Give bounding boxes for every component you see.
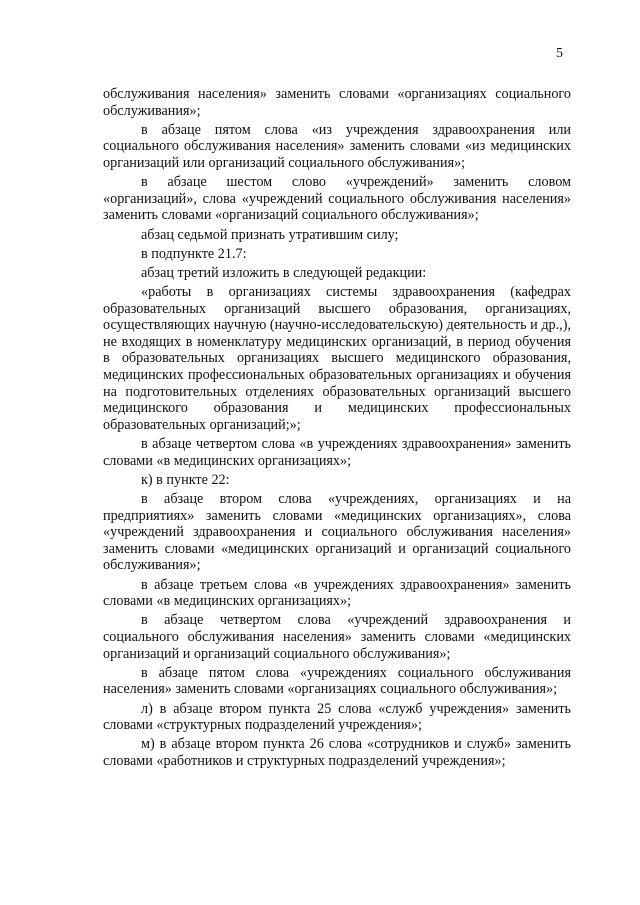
page-number: 5 <box>556 46 563 61</box>
paragraph: обслуживания населения» заменить словами «организациях социального обслуживания»; <box>103 86 571 119</box>
paragraph: в подпункте 21.7: <box>141 245 247 262</box>
paragraph: абзац седьмой признать утратившим силу; <box>141 226 399 243</box>
document-body <box>103 86 571 772</box>
paragraph: в абзаце четвертом слова «в учреждениях здравоохранения» заменить словами «в медицинских организациях»; <box>103 436 571 469</box>
paragraph: л) в абзаце втором пункта 25 слова «служб учреждения» заменить словами «структурных подразделений учреждения»; <box>103 700 571 734</box>
paragraph: в абзаце третьем слова «в учреждениях здравоохранения» заменить словами «в медицинских организациях»; <box>103 576 571 610</box>
paragraph: в абзаце четвертом слова «учреждений здравоохранения и социального обслуживания населения» заменить словами «медицинских организаций и организаций социального обслуживания»; <box>103 612 571 662</box>
paragraph: в абзаце пятом слова «из учреждения здравоохранения или социального обслуживания населения» заменить словами «из медицинских организаций или организаций социального обслуживания»; <box>103 121 571 171</box>
paragraph: м) в абзаце втором пункта 26 слова «сотрудников и служб» заменить словами «работников и структурных подразделений учреждения»; <box>103 736 571 769</box>
paragraph: в абзаце втором слова «учреждениях, организациях и на предприятиях» заменить словами «медицинских организациях», слова «учреждений здравоохранения и социального обслуживания населения» заменить словами «медицинских организаций и организаций социального обслуживания»; <box>103 491 571 574</box>
paragraph: абзац третий изложить в следующей редакции: <box>141 264 427 281</box>
paragraph: в абзаце пятом слова «учреждениях социального обслуживания населения» заменить словами «организациях социального обслуживания»; <box>103 664 571 698</box>
paragraph: к) в пункте 22: <box>141 471 230 488</box>
paragraph: в абзаце шестом слово «учреждений» заменить словом «организаций», слова «учреждений социального обслуживания населения» заменить словами «организаций социального обслуживания»; <box>103 174 571 224</box>
paragraph: «работы в организациях системы здравоохранения (кафедрах образовательных организаций высшего образования, организациях, осуществляющих научную (научно-исследовательскую) деятельность и др.,), не входящих в номенклатуру медицинских организаций, в период обучения в образовательных организациях высшего медицинского образования, медицинских профессиональных образовательных организациях и обучения на подготовительных отделениях образовательных организаций высшего медицинского образования и медицинских профессиональных образовательных организаций;»; <box>103 284 571 433</box>
